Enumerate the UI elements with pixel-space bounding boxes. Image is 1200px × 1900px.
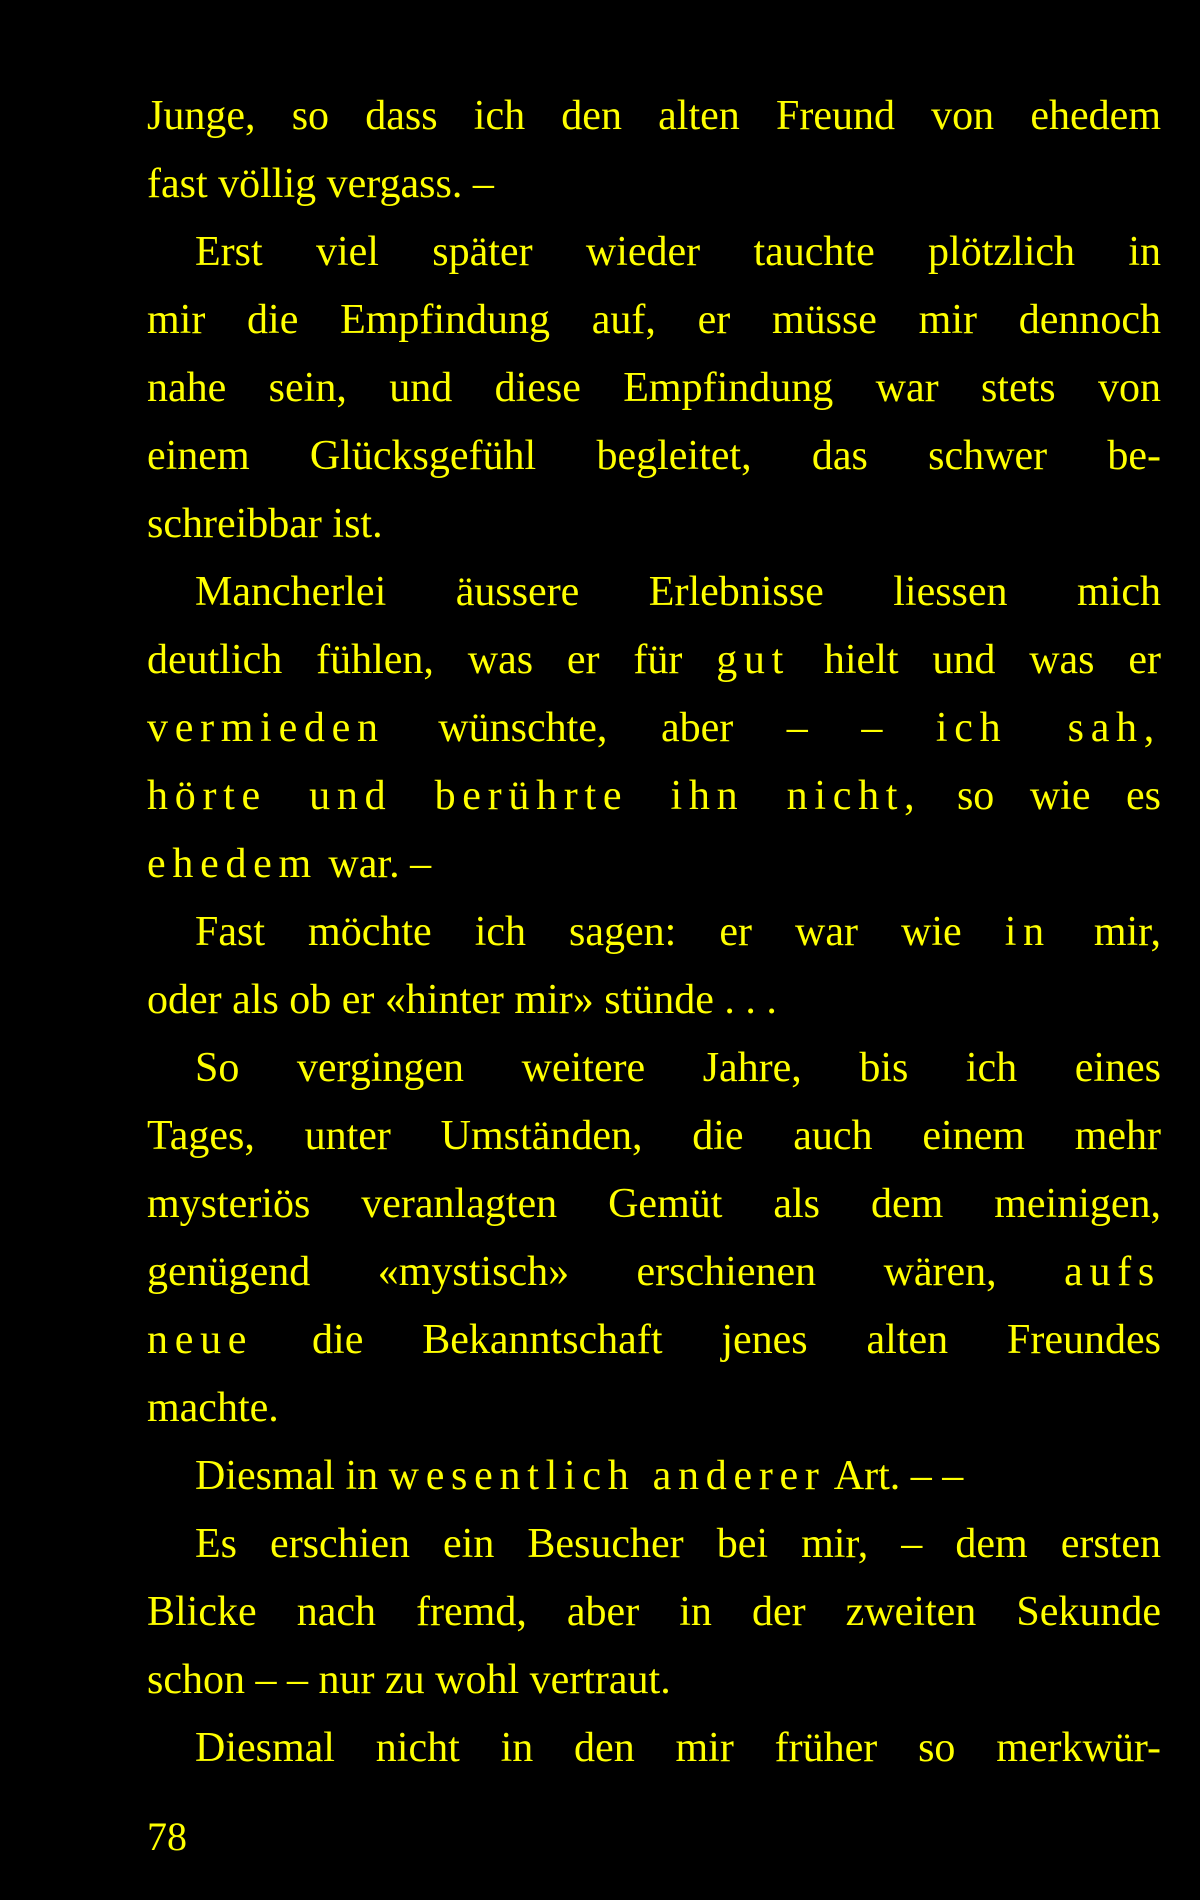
line-6-text: einem Glücksgefühl begleitet, das schwer be-: [147, 433, 1161, 479]
line-4-text: mir die Empfindung auf, er müsse mir dennoch: [147, 297, 1161, 343]
text-line-12: [147, 836, 1161, 892]
line-22-text: Es erschien ein Besucher bei mir, – dem ersten: [195, 1521, 1161, 1567]
line-16-text: Tages, unter Umständen, die auch einem mehr: [147, 1113, 1161, 1159]
line-21-text-a: Diesmal in: [195, 1453, 389, 1499]
text-line-3: [147, 224, 1161, 280]
text-line-25: [147, 1720, 1161, 1776]
line-23-text: Blicke nach fremd, aber in der zweiten Sekunde: [147, 1589, 1161, 1635]
line-18-text-a: genügend «mystisch» erschienen wären,: [147, 1249, 1065, 1295]
line-15-text: So vergingen weitere Jahre, bis ich eines: [195, 1045, 1161, 1091]
line-2-text: fast völlig vergass. –: [147, 161, 494, 207]
text-line-5: [147, 360, 1161, 416]
line-14-text: oder als ob er «hinter mir» stünde . . .: [147, 977, 777, 1023]
text-line-6: [147, 428, 1161, 484]
text-line-24: [147, 1652, 1161, 1708]
line-9-spaced-gut: gut: [716, 637, 791, 683]
text-line-19: [147, 1312, 1161, 1368]
text-line-18: [147, 1244, 1161, 1300]
line-18-spaced-aufs: aufs: [1064, 1249, 1161, 1295]
line-13-text-c: mir,: [1050, 909, 1161, 955]
line-10-text-b: wünschte, aber – –: [384, 705, 936, 751]
line-19-text-b: die Bekanntschaft jenes alten Freundes: [253, 1317, 1161, 1363]
line-10-spaced-ich-sah: ich sah,: [935, 705, 1161, 751]
page-number: 78: [147, 1814, 187, 1859]
line-5-text: nahe sein, und diese Empfindung war stets von: [147, 365, 1161, 411]
line-21-text-c: Art. – –: [825, 1453, 964, 1499]
line-12-spaced-ehedem: ehedem: [147, 841, 318, 887]
line-17-text: mysteriös veranlagten Gemüt als dem meinigen,: [147, 1181, 1161, 1227]
text-line-11: [147, 768, 1161, 824]
text-line-4: [147, 292, 1161, 348]
text-line-7: [147, 496, 1161, 552]
line-10-spaced-vermieden: vermieden: [147, 705, 385, 751]
line-3-text: Erst viel später wieder tauchte plötzlich in: [195, 229, 1161, 275]
text-line-17: [147, 1176, 1161, 1232]
line-25-text: Diesmal nicht in den mir früher so merkwür-: [195, 1725, 1161, 1771]
text-line-15: [147, 1040, 1161, 1096]
text-line-2: [147, 156, 1161, 212]
line-9-text-a: deutlich fühlen, was er für: [147, 637, 717, 683]
line-12-text-b: war. –: [317, 841, 432, 887]
line-11-text-b: so wie es: [921, 773, 1161, 819]
line-19-spaced-neue: neue: [147, 1317, 254, 1363]
text-line-14: [147, 972, 1161, 1028]
text-line-22: [147, 1516, 1161, 1572]
line-13-spaced-in: in: [1004, 909, 1051, 955]
line-24-text: schon – – nur zu wohl vertraut.: [147, 1657, 671, 1703]
line-8-text: Mancherlei äussere Erlebnisse liessen mich: [195, 569, 1161, 615]
line-20-text: machte.: [147, 1385, 279, 1431]
text-line-16: [147, 1108, 1161, 1164]
line-11-spaced-hoerte: hörte und berührte ihn nicht,: [147, 773, 922, 819]
text-line-8: [147, 564, 1161, 620]
text-line-13: [147, 904, 1161, 960]
text-line-1: [147, 88, 1161, 144]
text-line-9: [147, 632, 1161, 688]
line-1-text: Junge, so dass ich den alten Freund von ehedem: [147, 93, 1161, 139]
line-7-text: schreibbar ist.: [147, 501, 383, 547]
line-9-text-c: hielt und was er: [790, 637, 1161, 683]
line-21-spaced-wesentlich-anderer: wesentlich anderer: [388, 1453, 826, 1499]
line-13-text-a: Fast möchte ich sagen: er war wie: [195, 909, 1005, 955]
text-line-20: [147, 1380, 1161, 1436]
text-line-21: [147, 1448, 1161, 1504]
text-line-23: [147, 1584, 1161, 1640]
text-line-10: [147, 700, 1161, 756]
